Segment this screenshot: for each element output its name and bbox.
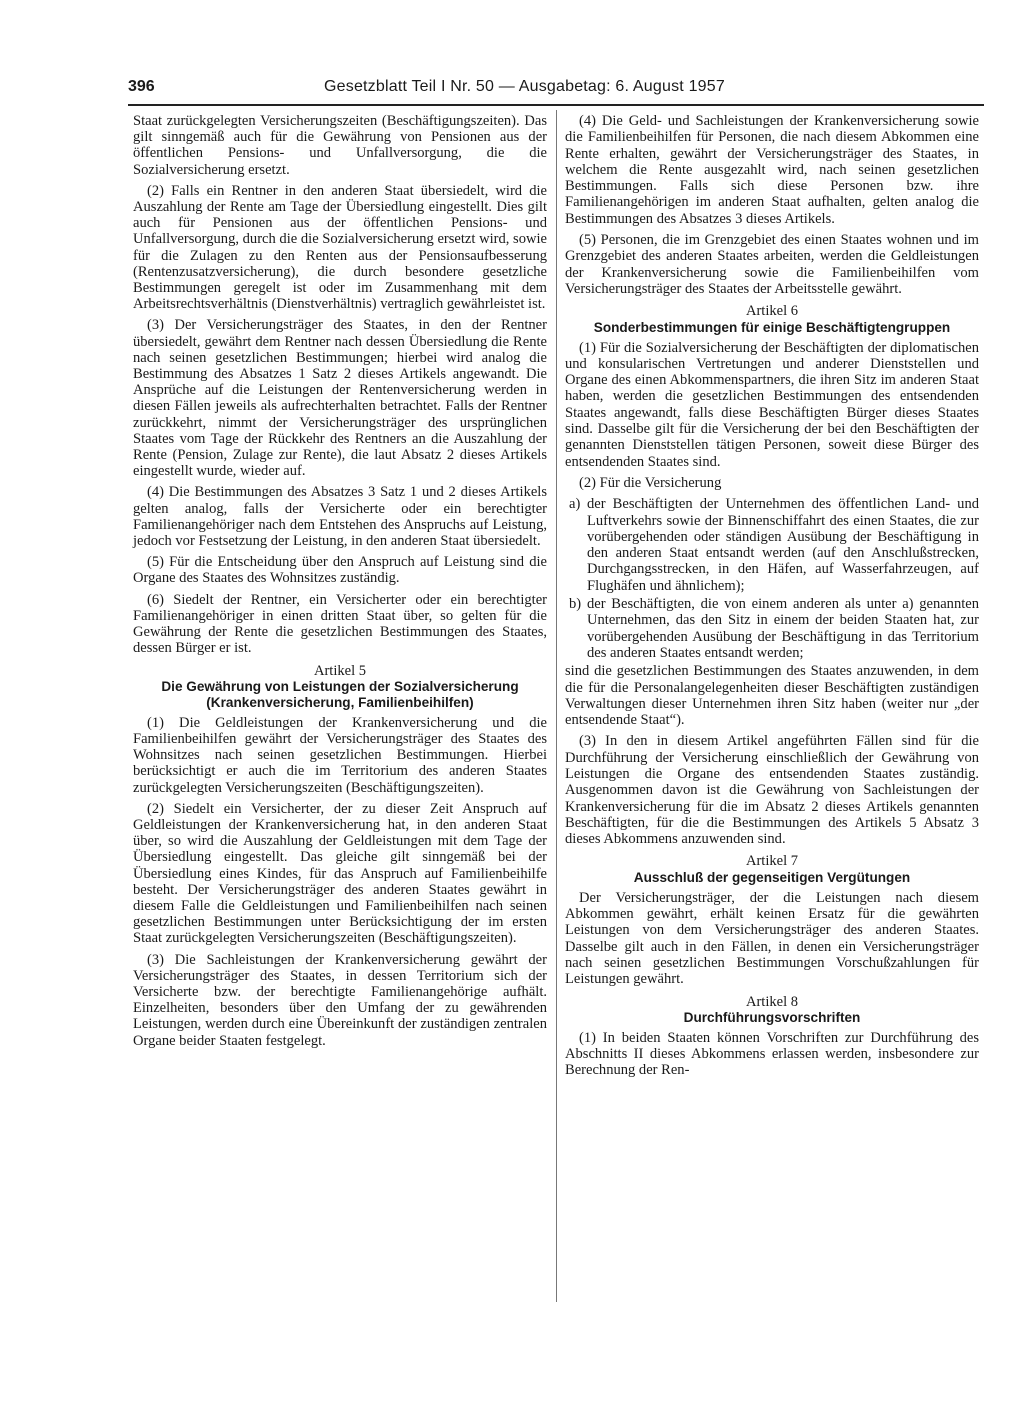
list-item xyxy=(565,496,979,594)
paragraph: (4) Die Geld- und Sachleistungen der Krankenversicherung sowie die Familienbeihilfen für Personen, die nach diesem Abkommen eine Rente erhalten, gewährt der Versicherungsträger des Staates, in welchem die Rente ausgezahlt wird, nach seinen gesetzlichen Bestimmungen. Falls sich diese Personen bzw. ihre Familienangehörigen im anderen Staat aufhalten, gelten analog die Bestimmungen des Absatzes 3 dieses Artikels. xyxy=(565,113,979,227)
list-marker: a) xyxy=(569,496,581,513)
paragraph: (1) Für die Sozialversicherung der Beschäftigten der diplomatischen und konsularischen Vertretungen und anderer Dienststellen und Organe des einen Abkommenspartners, die ihren Sitz im anderen Staat haben, werden die gesetzlichen Bestimmungen des entsendenden Staates angewandt, falls diese Beschäftigten Bürger dieses Staates sind. Dasselbe gilt für die Versicherung der bei den Beschäftigten der genannten Dienststellen tätigen Personen, soweit diese Bürger des entsendenden Staates sind. xyxy=(565,339,979,470)
article-number: Artikel 6 xyxy=(745,303,799,320)
paragraph: (1) Die Geldleistungen der Krankenversicherung und die Familienbeihilfen gewährt der Versicherungsträger des Staates des Wohnsitzes nach seinen gesetzlichen Bestimmungen. Hierbei berücksichtigt er auch die im Territorium des anderen Staates zurückgelegten Versicherungszeiten (Beschäftigungszeiten). xyxy=(133,714,547,796)
paragraph: (5) Für die Entscheidung über den Anspruch auf Leistung sind die Organe des Staates des Wohnsitzes zuständig. xyxy=(133,554,547,587)
article-title: Sonderbestimmungen für einige Beschäftigtengruppen xyxy=(593,319,951,335)
paragraph: (4) Die Bestimmungen des Absatzes 3 Satz 1 und 2 dieses Artikels gelten analog, falls der Versicherte oder ein berechtigter Familienangehöriger nach dem Entstehen des Anspruchs auf Leistung, jedoch vor Festsetzung der Leistung, in den anderen Staat übersiedelt. xyxy=(133,484,547,550)
article-number: Artikel 7 xyxy=(745,853,799,870)
article-title: Die Gewährung von Leistungen der Sozialversicherung (Krankenversicherung, Familienbeihilfen) xyxy=(161,678,519,710)
article-number: Artikel 8 xyxy=(745,993,799,1010)
paragraph: (5) Personen, die im Grenzgebiet des einen Staates wohnen und im Grenzgebiet des anderen Staates arbeiten, werden die Geldleistungen der Krankenversicherung sowie die Familienbeihilfen vom Versicherungsträger des Staates der Arbeitsstelle gewährt. xyxy=(565,232,979,297)
paragraph: (2) Für die Versicherung xyxy=(579,474,722,491)
paragraph: sind die gesetzlichen Bestimmungen des Staates anzuwenden, in dem die für die Personalangelegenheiten dieser Beschäftigten zuständigen Verwaltungen dieser Unternehmen ihren Sitz haben (weiter nur „der entsendende Staat“). xyxy=(565,663,979,729)
paragraph: (6) Siedelt der Rentner, ein Versicherter oder ein berechtigter Familienangehöriger in einen dritten Staat über, so gelten für die Gewährung der Rente die gesetzlichen Bestimmungen des Staates, dessen Bürger er ist. xyxy=(133,591,547,657)
paragraph: (3) Der Versicherungsträger des Staates, in den der Rentner übersiedelt, gewährt dem Rentner nach dessen Übersiedlung die Rente nach seinen gesetzlichen Bestimmungen; hierbei wird analog die Bestimmung des Absatzes 1 Satz 2 dieses Artikels angewandt. Die Ansprüche auf die Leistungen der Rentenversicherung werden in diesen Fällen jeweils als aufrechterhalten betrachtet. Falls der Rentner zurückkehrt, nimmt der Versicherungsträger des ursprünglichen Staates vom Tage der Rückkehr des Rentners an die Auszahlung der Rente (Pension, Zulage zur Rente), die laut Absatz 2 dieses Artikels eingestellt wurde, wieder auf. xyxy=(133,317,547,480)
paragraph: (3) In den in diesem Artikel angeführten Fällen sind für die Durchführung der Versicherung einschließlich der Gewährung von Leistungen die Organe des entsendenden Staates zuständig. Ausgenommen davon ist die Gewährung von Sachleistungen der Krankenversicherung für die im Absatz 2 dieses Artikels genannten Beschäftigten, für die die Bestimmungen des Artikels 5 Absatz 3 dieses Abkommens anzuwenden sind. xyxy=(565,733,979,848)
list-item-text: der Beschäftigten der Unternehmen des öffentlichen Land- und Luftverkehrs sowie der Binnenschiffahrt des einen Staates, die zur vorübergehenden oder ständigen Ausübung der Beschäftigung in den anderen Staat entsandt werden (auf den Anschlußstrecken, Durchgangsstrecken, in den Häfen, auf Wasserfahrzeugen, auf Flughäfen und ähnlichem); xyxy=(587,496,979,594)
running-head: Gesetzblatt Teil I Nr. 50 — Ausgabetag: 6. August 1957 xyxy=(324,78,725,95)
article-title: Ausschluß der gegenseitigen Vergütungen xyxy=(633,869,911,885)
list-item-text: der Beschäftigten, die von einem anderen als unter a) genannten Unternehmen, das den Sitz in einem der beiden Staaten hat, zur vorübergehenden Ausübung der Beschäftigung in das Territorium des anderen Staates entsandt werden; xyxy=(587,596,979,661)
paragraph: (1) In beiden Staaten können Vorschriften zur Durchführung des Abschnitts II dieses Abkommens erlassen werden, insbesondere zur Berechnung der Ren- xyxy=(565,1029,979,1079)
right-column xyxy=(565,113,979,1084)
page-number: 396 xyxy=(128,78,155,95)
paragraph: (3) Die Sachleistungen der Krankenversicherung gewährt der Versicherungsträger des Staates, in dessen Territorium sich der Versicherte bzw. der berechtigte Familienangehörige aufhält. Einzelheiten, besonders über den Umfang der zu gewährenden Leistungen, werden durch eine Übereinkunft der zuständigen zentralen Organe beider Staaten festgelegt. xyxy=(133,951,547,1049)
list-item xyxy=(565,596,979,661)
list-marker: b) xyxy=(569,596,582,613)
paragraph: (2) Falls ein Rentner in den anderen Staat übersiedelt, wird die Auszahlung der Rente am Tage der Übersiedlung eingestellt. Dies gilt auch für Pensionen aus der öffentlichen Pensions- und Unfallversorgung, durch die die Sozialversicherung ersetzt wird, sowie für die Zulagen zu den Renten aus der Pensionsaufbesserung (Rentenzusatzversicherung), die durch besondere gesetzliche Bestimmungen geregelt ist oder im Zusammenhang mit dem Arbeitsrechtsverhältnis (Dienstverhältnis) vertraglich gewährleistet ist. xyxy=(133,182,547,313)
article-title: Durchführungsvorschriften xyxy=(683,1009,861,1025)
left-column xyxy=(133,113,547,1054)
page-header xyxy=(128,78,984,106)
column-divider xyxy=(556,110,557,1302)
paragraph: (2) Siedelt ein Versicherter, der zu dieser Zeit Anspruch auf Geldleistungen der Krankenversicherung hat, in den anderen Staat über, so wird die Auszahlung der Geldleistungen mit dem Tage der Übersiedlung eingestellt. Das gleiche gilt sinngemäß bei der Übersiedlung eines Kindes, für das Anspruch auf Familienbeihilfe besteht. Der Versicherungsträger des anderen Staates gewährt in diesem Falle die Geldleistungen und Familienbeihilfen nach seinen gesetzlichen Bestimmungen unter Berücksichtigung der im ersten Staat zurückgelegten Versicherungszeiten (Beschäftigungszeiten). xyxy=(133,800,547,947)
article-number: Artikel 5 xyxy=(313,662,367,679)
paragraph: Staat zurückgelegten Versicherungszeiten (Beschäftigungszeiten). Das gilt sinngemäß auch für die Gewährung von Pensionen aus der öffentlichen Pensions- und Unfallversorgung, die die Sozialversicherung ersetzt. xyxy=(133,113,547,178)
paragraph: Der Versicherungsträger, der die Leistungen nach diesem Abkommen gewährt, erhält keinen Ersatz für die gewährten Leistungen von dem Versicherungsträger des anderen Staates. Dasselbe gilt auch in den Fällen, in denen ein Versicherungsträger nach seinen gesetzlichen Bestimmungen Vorschußzahlungen für Leistungen gewährt. xyxy=(565,889,979,988)
